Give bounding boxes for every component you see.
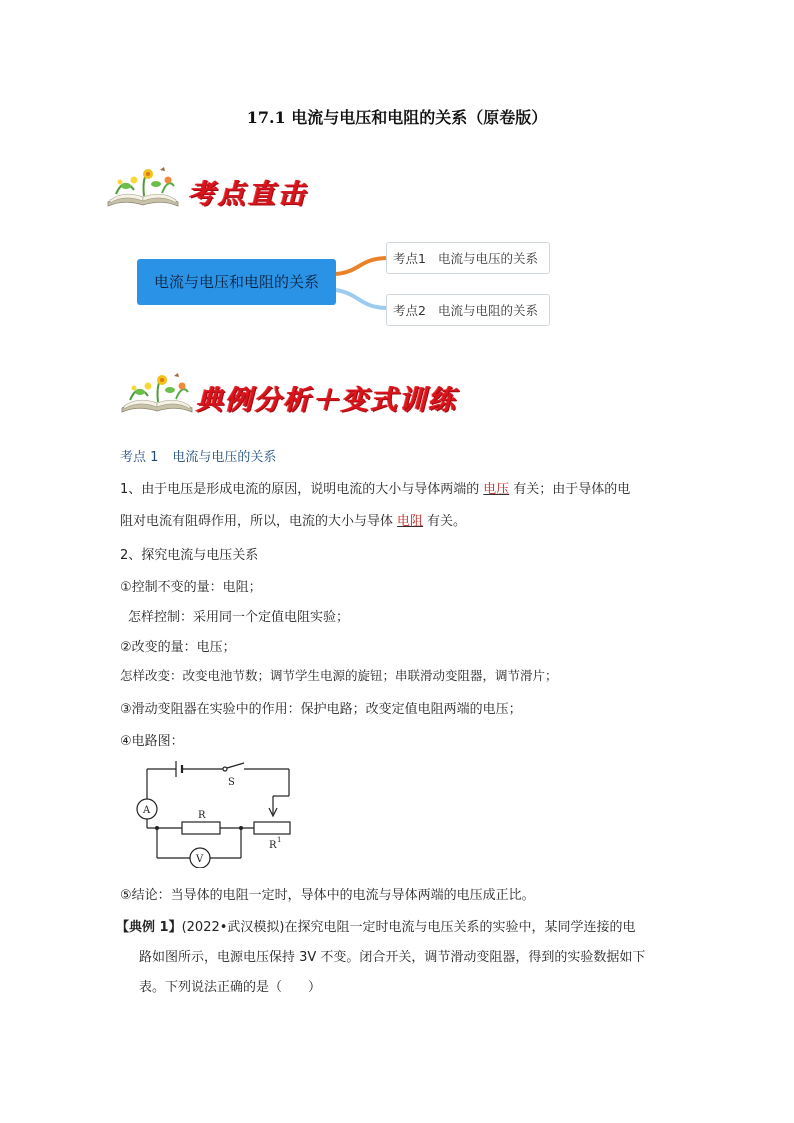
- para-1-text-b: 有关；由于导体的电: [513, 482, 631, 497]
- mindmap-node-2-num: 考点2: [393, 303, 426, 318]
- para-1-text-d: 有关。: [427, 514, 467, 529]
- rheostat-label: R: [269, 840, 277, 851]
- mindmap-node-1-text: 电流与电压的关系: [437, 251, 538, 266]
- circuit-diagram: [128, 756, 308, 872]
- ammeter-label: A: [143, 805, 151, 816]
- example-1-line-1: [116, 916, 636, 935]
- para-2: 2、探究电流与电压关系: [120, 548, 259, 563]
- page-title: 17.1 电流与电压和电阻的关系（原卷版）: [246, 108, 548, 127]
- banner-dianli: 典例分析＋变式训练: [196, 385, 457, 416]
- mindmap-node-1: [386, 242, 550, 274]
- book-flower-icon: [104, 166, 182, 210]
- mindmap-node-2: [386, 294, 550, 326]
- para-1-text-a: 1、由于电压是形成电流的原因，说明电流的大小与导体两端的: [120, 482, 480, 497]
- answer-blank-2: 电阻: [397, 514, 424, 529]
- para-9-conclusion: ⑤结论：当导体的电阻一定时，导体中的电流与导体两端的电压成正比。: [120, 888, 535, 903]
- example-1-line-3: 表。下列说法正确的是（ ）: [139, 980, 322, 995]
- rheostat-label-sup: 1: [277, 836, 282, 844]
- example-1-label: 【典例 1】: [116, 920, 182, 935]
- book-flower-icon-2: [118, 372, 196, 416]
- resistor-label: R: [198, 810, 206, 821]
- mindmap-node-2-text: 电流与电阻的关系: [437, 303, 538, 318]
- mindmap-root: 电流与电压和电阻的关系: [137, 259, 336, 305]
- para-6: 怎样改变：改变电池节数；调节学生电源的旋钮；串联滑动变阻器，调节滑片；: [120, 668, 558, 683]
- para-4: 怎样控制：采用同一个定值电阻实验；: [128, 610, 350, 625]
- para-1-text-c: 阻对电流有阻碍作用，所以，电流的大小与导体: [120, 514, 394, 529]
- banner-kaodian: 考点直击: [188, 179, 308, 210]
- example-1-text-1: 在探究电阻一定时电流与电压关系的实验中，某同学连接的电: [284, 920, 636, 935]
- switch-label: S: [228, 777, 235, 788]
- example-1-source: (2022•武汉模拟): [181, 920, 285, 935]
- example-1-line-2: 路如图所示，电源电压保持 3V 不变。闭合开关，调节滑动变阻器，得到的实验数据如下: [139, 950, 646, 965]
- mindmap-node-1-num: 考点1: [393, 251, 426, 266]
- section-heading-num: 考点 1: [120, 450, 159, 465]
- para-7: ③滑动变阻器在实验中的作用：保护电路；改变定值电阻两端的电压；: [120, 702, 522, 717]
- para-1-line-2: [120, 510, 466, 529]
- para-5: ②改变的量：电压；: [120, 640, 236, 655]
- para-8: ④电路图：: [120, 734, 184, 749]
- answer-blank-1: 电压: [483, 482, 510, 497]
- para-3: ①控制不变的量：电阻；: [120, 580, 262, 595]
- para-1-line-1: [120, 478, 630, 497]
- voltmeter-label: V: [196, 854, 204, 865]
- section-heading: [120, 446, 276, 465]
- section-heading-text: 电流与电压的关系: [172, 450, 277, 465]
